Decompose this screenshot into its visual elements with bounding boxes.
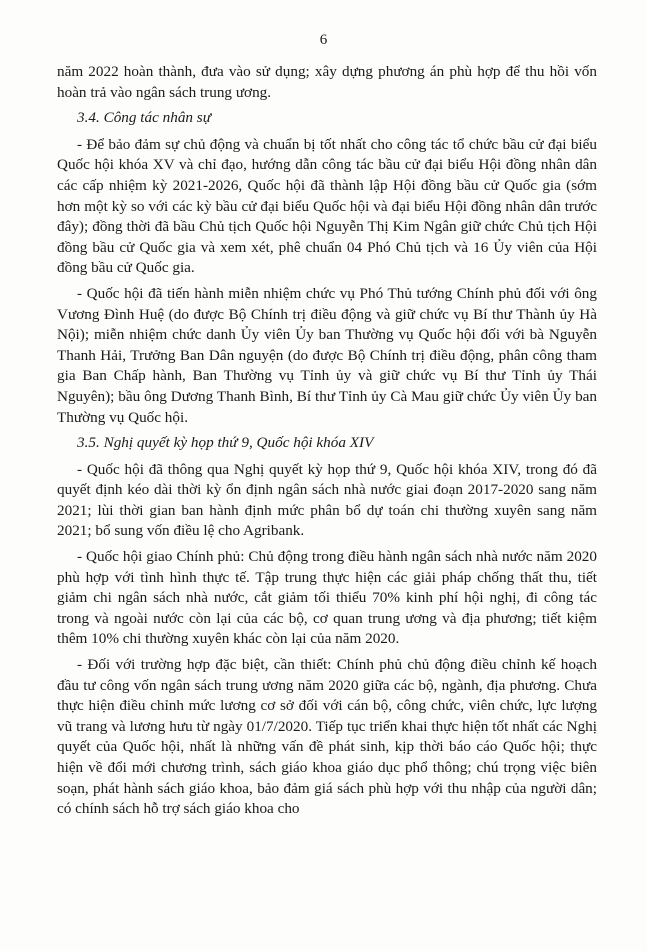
section-3-4-heading: 3.4. Công tác nhân sự bbox=[77, 109, 212, 127]
page-number: 6 bbox=[319, 32, 328, 48]
section-3-5-paragraph-2: - Quốc hội giao Chính phủ: Chủ động trong điều hành ngân sách nhà nước năm 2020 phù hợp với tình hình thực tế. Tập trung thực hiện các giải pháp chống thất thu, tiết giảm chi ngân sách nhà nước, cắt giảm tối thiểu 70% kinh phí hội nghị, đi công tác trong và ngoài nước còn lại của các bộ, cơ quan trung ương và địa phương; tiết kiệm thêm 10% chi thường xuyên khác còn lại của năm 2020. bbox=[57, 548, 597, 648]
section-3-4-paragraph-1: - Để bảo đảm sự chủ động và chuẩn bị tốt nhất cho công tác tổ chức bầu cử đại biểu Quốc hội khóa XV và chỉ đạo, hướng dẫn công tác bầu cử đại biểu Hội đồng nhân dân các cấp nhiệm kỳ 2021-2026, Quốc hội đã thành lập Hội đồng bầu cử Quốc gia (sớm hơn một kỳ so với các kỳ bầu cử đại biểu Quốc hội và đại biểu Hội đồng nhân dân trước đây); đồng thời đã bầu Chủ tịch Quốc hội Nguyễn Thị Kim Ngân giữ chức Chủ tịch Hội đồng bầu cử Quốc gia và xem xét, phê chuẩn 04 Phó Chủ tịch và 16 Ủy viên của Hội đồng bầu cử Quốc gia. bbox=[57, 135, 597, 277]
document-body bbox=[57, 62, 597, 825]
intro-continuation-paragraph: năm 2022 hoàn thành, đưa vào sử dụng; xây dựng phương án phù hợp để thu hồi vốn hoàn trả vào ngân sách trung ương. bbox=[57, 63, 597, 101]
section-3-5-paragraph-3: - Đối với trường hợp đặc biệt, cần thiết: Chính phủ chủ động điều chỉnh kế hoạch đầu tư công vốn ngân sách trung ương năm 2020 giữa các bộ, ngành, địa phương. Chưa thực hiện điều chỉnh mức lương cơ sở đối với cán bộ, công chức, viên chức, lực lượng vũ trang và lương hưu từ ngày 01/7/2020. Tiếp tục triển khai thực hiện tốt nhất các Nghị quyết của Quốc hội, nhất là những vấn đề phát sinh, kịp thời báo cáo Quốc hội; thực hiện về đổi mới chương trình, sách giáo khoa giáo dục phổ thông; chú trọng việc biên soạn, phát hành sách giáo khoa, bảo đảm giá sách phù hợp với thu nhập của người dân; có chính sách hỗ trợ sách giáo khoa cho bbox=[57, 656, 597, 818]
section-3-4-paragraph-2: - Quốc hội đã tiến hành miễn nhiệm chức vụ Phó Thủ tướng Chính phủ đối với ông Vương Đình Huệ (do được Bộ Chính trị điều động và giữ chức vụ Bí thư Thành ủy Hà Nội); miễn nhiệm chức danh Ủy viên Ủy ban Thường vụ Quốc hội đối với bà Nguyễn Thanh Hải, Trưởng Ban Dân nguyện (do được Bộ Chính trị điều động, phân công tham gia Ban Chấp hành, Ban Thường vụ Tỉnh ủy và giữ chức vụ Bí thư Tỉnh ủy Thái Nguyên); bầu ông Dương Thanh Bình, Bí thư Tỉnh ủy Cà Mau giữ chức Ủy viên Ủy ban Thường vụ Quốc hội. bbox=[57, 284, 597, 426]
section-3-5-heading: 3.5. Nghị quyết kỳ họp thứ 9, Quốc hội khóa XIV bbox=[77, 434, 374, 452]
section-3-5-paragraph-1: - Quốc hội đã thông qua Nghị quyết kỳ họp thứ 9, Quốc hội khóa XIV, trong đó đã quyết định kéo dài thời kỳ ổn định ngân sách nhà nước giai đoạn 2017-2020 sang năm 2021; lùi thời gian ban hành định mức phân bổ dự toán chi thường xuyên sang năm 2021; bổ sung vốn điều lệ cho Agribank. bbox=[57, 460, 597, 540]
